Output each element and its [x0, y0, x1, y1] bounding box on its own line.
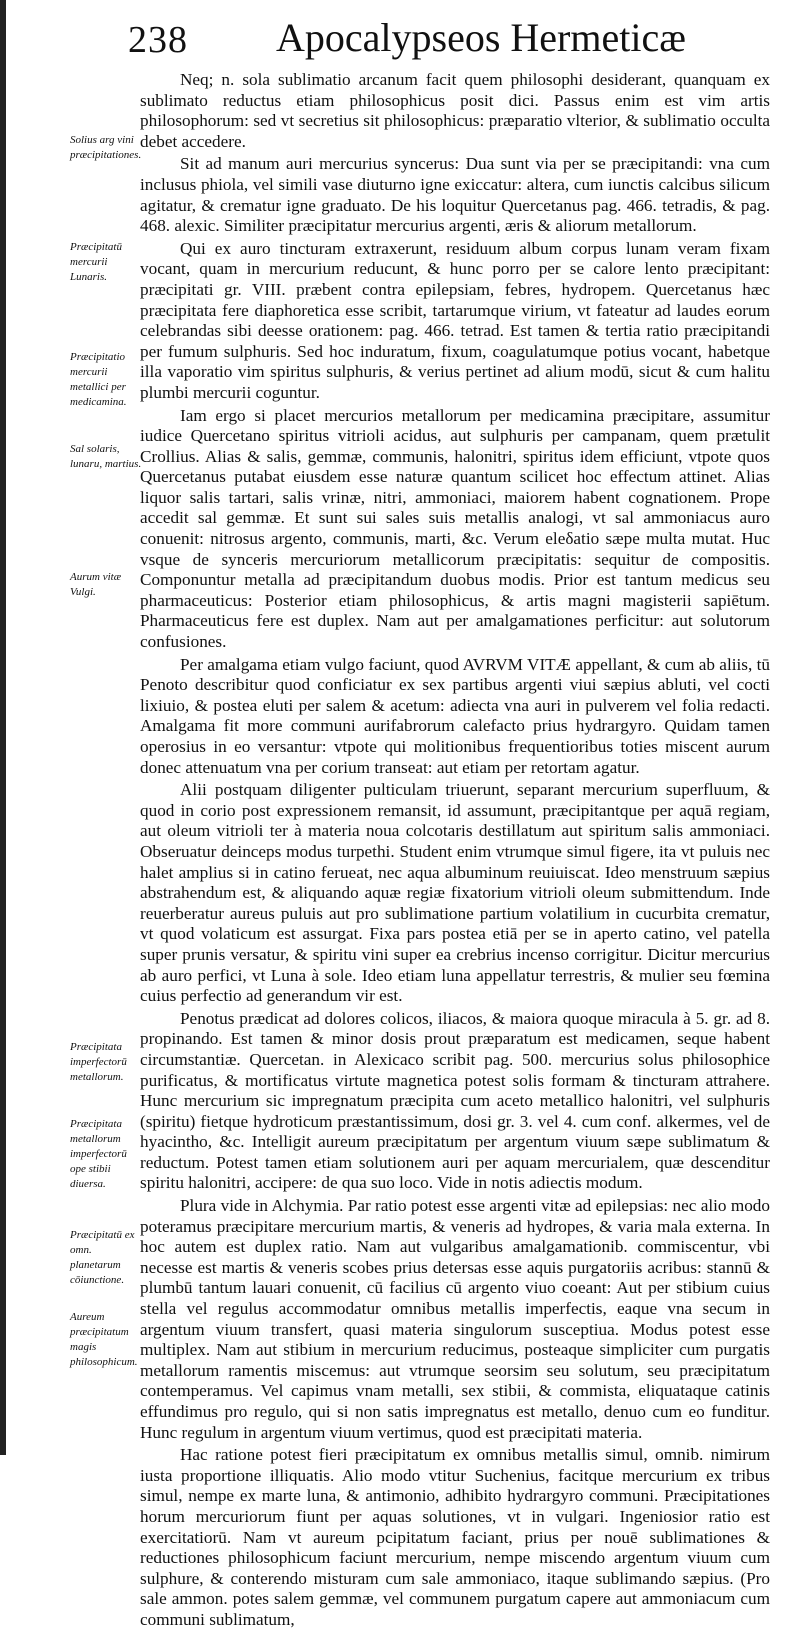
main-text-column — [140, 70, 770, 1629]
margin-note: Aurum vitæ Vulgi. — [70, 571, 122, 598]
page-header — [128, 10, 788, 70]
paragraph: Penotus prædicat ad dolores colicos, iliacos, & maiora quoque miracula à 5. gr. ad 8. propinando. Est tamen & minor dosis prout præparatum est medicamen, seque habent circumstantiæ. Quercetan. in Alexicaco scribit pag. 500. mercurius solus philosophice purificatus, & mortificatus virtute magnetica potest solis formam & tincturam attrahere. Hunc mercurium sic impregnatum præcipita cum aceto metallico halonitri, vel sulphuris (spiritu) fietque hydroticum præstantissimum, dosi gr. 3. vel 4. cum conf. alkermes, vel de hyacintho, &c. Intelligit aureum præcipitatum per argentum viuum sæpe sublimatum & reductum. Potest tamen etiam solutionem auri per aquam mercurialem, quæ descenditur spiritu halonitri, accipere: de qua suo loco. Vide in notis adiectis modum. — [140, 1008, 770, 1193]
margin-note: Præcipitatio mercurii metallici per medicamina. — [70, 351, 127, 408]
page-number: 238 — [128, 19, 188, 61]
paragraph: Sit ad manum auri mercurius syncerus: Dua sunt via per se præcipitandi: vna cum inclusus phiola, vel simili vase diuturno igne exiccatur: altera, cum iunctis calcibus silicum agitatur, & crematur igne graduato. De his loquitur Quercetanus pag. 466. tetradis, & pag. 468. alexic. Similiter præcipitatur mercurius argenti, æris & aliorum metallorum. — [140, 154, 770, 236]
margin-note: Præcipitatū ex omn. planetarum cōiunctione. — [70, 1229, 135, 1286]
paragraph: Iam ergo si placet mercurios metallorum per medicamina præcipitare, assumitur iudice Quercetano spiritus vitrioli acidus, aut sulphuris per campanam, quem prætulit Crollius. Alias & salis, gemmæ, communis, halonitri, spiritus idem efficiunt, vtpote quos Quercetanus putabat eiusdem esse naturæ quantum scilicet hoc effectum attinet. Alias liquor salis tartari, salis vrinæ, nitri, ammoniaci, maiorem habent cognationem. Prope accedit sal gemmæ. Et sunt sui sales suis metallis analogi, vt sal ammoniacus auro conuenit: nitrosus argento, communis, marti, &c. Verum eleδatio sæpe multa mutat. Huc vsque de synceris mercuriorum metallicorum præcipitatis: sequitur de compositis. Componuntur metalla ad præcipitandum duobus modis. Prior est tantum medicus seu pharmaceuticus: Posterior etiam philosophicus, & artis magni magisterii sapiētum. Pharmaceuticus fere est duplex. Nam aut per amalgamationes perficitur: aut solutorum confusiones. — [140, 405, 770, 652]
margin-note: Aureum præcipitatum magis philosophicum. — [70, 1311, 138, 1368]
paragraph: Plura vide in Alchymia. Par ratio potest esse argenti vitæ ad epilepsias: nec alio modo poteramus præcipitare mercurium martis, & veneris ad hydropes, & varia mala externa. In hoc autem est duplex ratio. Nam aut vulgaribus amalgamationib. commiscentur, vbi necesse est martis & veneris scobes prius detersas esse aquis purgatoriis acribus: stannū & plumbū tantum lauari conuenit, cū facilius cū argento viuo coeant: Aut per stibium cuius stella vel regulus accommodatur omnibus metallis imperfectis, eaque vna secum in argentum viuum transfert, quasi materia singulorum susceptiua. Modus potest esse multiplex. Nam aut stibium in mercurium reducimus, posteaque simpliciter cum purgatis metallorum ramentis miscemus: aut vtrumque seorsim seu solutum, seu præcipitatum contemperamus. Vel capimus vnam metalli, sex stibii, & commista, eliquataque catinis effundimus pro regulo, qui si non satis impregnatus est metallo, denuo cum eo funditur. Hunc regulum in argentum viuum vertimus, quod est præcipitati materia. — [140, 1196, 770, 1442]
running-title: Apocalypseos Hermeticæ — [276, 15, 686, 60]
margin-note: Sal solaris, lunaru, martius. — [70, 443, 142, 470]
margin-note: Præcipitata imperfectorū metallorum. — [70, 1041, 127, 1083]
paragraph: Neq; n. sola sublimatio arcanum facit quem philosophi desiderant, quanquam ex sublimato reductus etiam philosophicus posit dici. Passus enim est vim artis philosophorum: sed vt secretius sit philosophicus: præparatio vlterior, & sublimatio occulta debet accedere. — [140, 70, 770, 151]
paragraph: Alii postquam diligenter pulticulam triuerunt, separant mercurium superfluum, & quod in corio post expressionem remansit, id assumunt, præcipitantque per aquā regiam, aut oleum vitrioli ter à materia noua colcotaris destillatum aut spiritum salis ammoniaci. Obseruatur deinceps modus turpethi. Student enim vtrumque simul figere, ita vt puluis nec halet amplius si in catino ferueat, nec aqua albuminum reuiuiscat. Ideo menstruum sæpius abstrahendum est, & aliquando aquæ regiæ fixatorium vitrioli oleum submittendum. Inde reuerberatur aureus puluis aut pro sublimatione partium volatilium in cucurbita crematur, vt quod volaticum est assurgat. Fixa pars postea etiā per se in aperto catino, vel patella super prunis versatur, & spiritu vini super ea crebrius incenso corrigitur. Dicitur mercurius ab auro perfici, vt Luna à sole. Ideo etiam luna appellatur terrestris, & mulier seu fœmina cuius perfectio ad generandum vir est. — [140, 780, 770, 1006]
paragraph: Per amalgama etiam vulgo faciunt, quod AVRVM VITÆ appellant, & cum ab aliis, tū Penoto describitur quod conficiatur ex sex partibus argenti viui sæpius abluti, vel cocti lixiuio, & postea eluti per salem & acetum: adiecta vna auri in pulverem vel folia redacti. Amalgama fit more communi aurifabrorum calefacto prius hydrargyro. Quidam tamen operosius in eo versantur: vtpote qui molitionibus frequentioribus toties miscent aurum donec attenuatum vna per corium transeat: aut etiam per retortam agatur. — [140, 654, 770, 777]
margin-note: Præcipitata metallorum imperfectorū ope stibii diuersa. — [70, 1118, 127, 1190]
paragraph: Qui ex auro tincturam extraxerunt, residuum album corpus lunam veram fixam vocant, quam in mercurium reducunt, & hunc porro per se calore lento præcipitant: præcipitati gr. VIII. præbent contra epilepsiam, febres, hydropem. Quercetanus hæc præcipitata fere diaphoretica esse scribit, tartarumque virium, vt fateatur ad laudes eorum celebrandas sibi deesse orationem: pag. 466. tetrad. Est tamen & tertia ratio præcipitandi per fumum sulphuris. Sed hoc induratum, fixum, coagulatumque potius vocant, habetque illa vaporatio vim spiritus sulphuris, & verius pertinet ad alium modū, sicut & cum halitu plumbi mercurii coguntur. — [140, 238, 770, 402]
marginalia-column — [0, 0, 140, 1455]
paragraph: Hac ratione potest fieri præcipitatum ex omnibus metallis simul, omnib. nimirum iusta proportione illiquatis. Alio modo vtitur Suchenius, facitque mercurium ex tribus simul, nempe ex marte luna, & antimonio, adhibito hydrargyro communi. Præcipitationes horum mercuriorum fiunt per aquas solutiones, vt in vulgari. Ingeniosior ratio est exercitatiorū. Nam vt aureum pcipitatum faciant, prius per nouē sublimationes & reductiones philosophicum faciunt mercurium, nempe miscendo argentum viuum cum sulphure, & conterendo misturam cum sale ammoniaco, itaque sublimando sæpius. (Pro sale ammon. potes salem gemmæ, vel communem purgatum capere aut ammoniacum cum communi sublimatum, — [140, 1445, 770, 1629]
margin-note: Solius arg vini præcipitationes. — [70, 134, 142, 161]
margin-note: Præcipitatū mercurii Lunaris. — [70, 241, 122, 283]
